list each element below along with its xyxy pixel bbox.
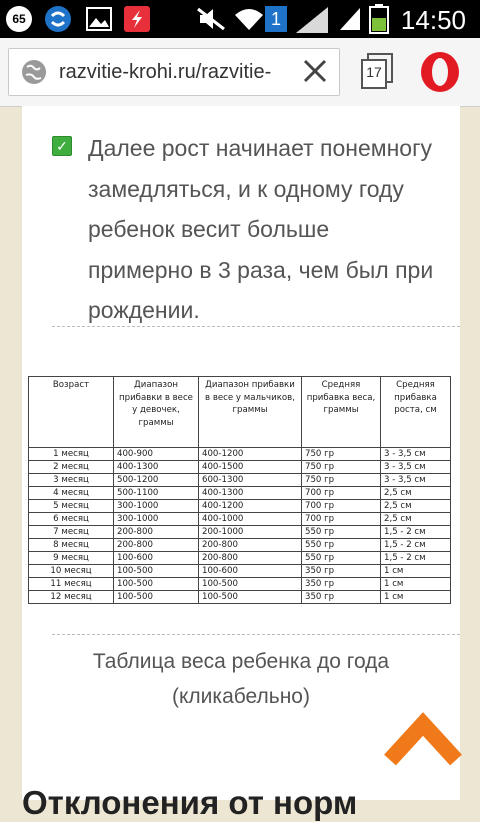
table-row <box>29 461 451 474</box>
table-cell: 700 гр <box>302 500 381 513</box>
table-cell: 100-600 <box>199 565 302 578</box>
opera-menu-icon[interactable] <box>418 50 462 99</box>
table-row <box>29 448 451 461</box>
tabs-count: 17 <box>366 64 382 80</box>
table-cell: 550 гр <box>302 539 381 552</box>
table-cell: 400-1500 <box>199 461 302 474</box>
sync-icon <box>44 5 72 38</box>
table-cell: 700 гр <box>302 487 381 500</box>
table-header: Возраст <box>29 377 114 448</box>
table-cell: 600-1300 <box>199 474 302 487</box>
table-cell: 11 месяц <box>29 578 114 591</box>
table-cell: 350 гр <box>302 565 381 578</box>
table-cell: 550 гр <box>302 552 381 565</box>
table-cell: 100-500 <box>199 591 302 604</box>
table-cell: 2,5 см <box>381 500 451 513</box>
table-cell: 400-1200 <box>199 500 302 513</box>
table-header-row <box>29 377 451 448</box>
counter-badge: 65 <box>6 6 32 32</box>
table-row <box>29 578 451 591</box>
table-cell: 2,5 см <box>381 487 451 500</box>
signal2-icon <box>338 6 362 37</box>
table-cell: 200-800 <box>114 526 199 539</box>
table-row <box>29 591 451 604</box>
table-cell: 100-500 <box>199 578 302 591</box>
figure-caption[interactable]: Таблица веса ребенка до года (кликабельно) <box>92 650 390 708</box>
table-cell: 300-1000 <box>114 500 199 513</box>
table-body <box>29 448 451 604</box>
table-cell: 1 месяц <box>29 448 114 461</box>
table-row <box>29 539 451 552</box>
table-cell: 1 см <box>381 591 451 604</box>
gallery-icon <box>86 7 112 36</box>
table-row <box>29 474 451 487</box>
table-cell: 350 гр <box>302 591 381 604</box>
app-icon <box>122 5 152 38</box>
table-cell: 5 месяц <box>29 500 114 513</box>
table-cell: 2 месяц <box>29 461 114 474</box>
notification-count: 1 <box>265 6 287 32</box>
table-cell: 7 месяц <box>29 526 114 539</box>
browser-toolbar <box>0 38 480 107</box>
close-icon[interactable] <box>301 57 329 90</box>
table-cell: 200-800 <box>199 552 302 565</box>
chevron-up-icon <box>384 708 462 768</box>
table-row <box>29 526 451 539</box>
table-cell: 500-1100 <box>114 487 199 500</box>
table-cell: 10 месяц <box>29 565 114 578</box>
weight-table-figure[interactable] <box>22 366 460 736</box>
table-cell: 1,5 - 2 см <box>381 539 451 552</box>
divider <box>52 634 460 635</box>
table-cell: 750 гр <box>302 448 381 461</box>
clock: 14:50 <box>400 5 466 35</box>
table-cell: 550 гр <box>302 526 381 539</box>
table-cell: 700 гр <box>302 513 381 526</box>
table-row <box>29 565 451 578</box>
table-cell: 1,5 - 2 см <box>381 552 451 565</box>
table-cell: 350 гр <box>302 578 381 591</box>
wifi-icon <box>234 6 264 37</box>
mute-icon <box>196 7 226 36</box>
table-cell: 200-800 <box>114 539 199 552</box>
url-text[interactable]: razvitie-krohi.ru/razvitie- <box>59 61 272 83</box>
section-heading: Отклонения от норм <box>22 784 358 821</box>
battery-icon <box>368 4 390 39</box>
tabs-button[interactable] <box>360 52 394 90</box>
bullet-paragraph: Далее рост начинает понемногу замедляться, и к одному году ребенок весит больше примерно в 3 раза, чем был при рождении. <box>88 135 434 323</box>
table-cell: 1,5 - 2 см <box>381 526 451 539</box>
table-row <box>29 500 451 513</box>
table-cell: 3 - 3,5 см <box>381 474 451 487</box>
table-cell: 400-900 <box>114 448 199 461</box>
table-row <box>29 513 451 526</box>
table-cell: 400-1000 <box>199 513 302 526</box>
table-cell: 300-1000 <box>114 513 199 526</box>
scroll-top-button[interactable] <box>384 708 462 768</box>
table-cell: 100-500 <box>114 591 199 604</box>
table-cell: 9 месяц <box>29 552 114 565</box>
table-cell: 100-500 <box>114 565 199 578</box>
status-bar <box>0 0 480 38</box>
table-cell: 6 месяц <box>29 513 114 526</box>
table-cell: 400-1200 <box>199 448 302 461</box>
table-header: Средняя прибавка веса, граммы <box>302 377 381 448</box>
signal-icon <box>294 5 330 40</box>
table-cell: 400-1300 <box>114 461 199 474</box>
table-cell: 400-1300 <box>199 487 302 500</box>
table-row <box>29 552 451 565</box>
table-cell: 3 - 3,5 см <box>381 448 451 461</box>
address-bar[interactable] <box>8 48 340 96</box>
table-cell: 12 месяц <box>29 591 114 604</box>
article-content <box>22 106 460 821</box>
table-row <box>29 487 451 500</box>
table-cell: 8 месяц <box>29 539 114 552</box>
table-header: Диапазон прибавки в весе у мальчиков, граммы <box>199 377 302 448</box>
table-cell: 1 см <box>381 565 451 578</box>
table-cell: 200-800 <box>199 539 302 552</box>
weight-table[interactable] <box>28 376 451 604</box>
table-header: Диапазон прибавки в весе у девочек, граммы <box>114 377 199 448</box>
table-cell: 750 гр <box>302 461 381 474</box>
table-cell: 3 - 3,5 см <box>381 461 451 474</box>
table-cell: 500-1200 <box>114 474 199 487</box>
table-cell: 100-600 <box>114 552 199 565</box>
table-cell: 100-500 <box>114 578 199 591</box>
table-cell: 1 см <box>381 578 451 591</box>
globe-icon <box>21 59 47 90</box>
table-header: Средняя прибавка роста, см <box>381 377 451 448</box>
table-cell: 2,5 см <box>381 513 451 526</box>
table-cell: 3 месяц <box>29 474 114 487</box>
table-cell: 4 месяц <box>29 487 114 500</box>
table-cell: 200-1000 <box>199 526 302 539</box>
table-cell: 750 гр <box>302 474 381 487</box>
checkmark-icon: ✓ <box>52 136 72 156</box>
divider <box>52 326 460 327</box>
